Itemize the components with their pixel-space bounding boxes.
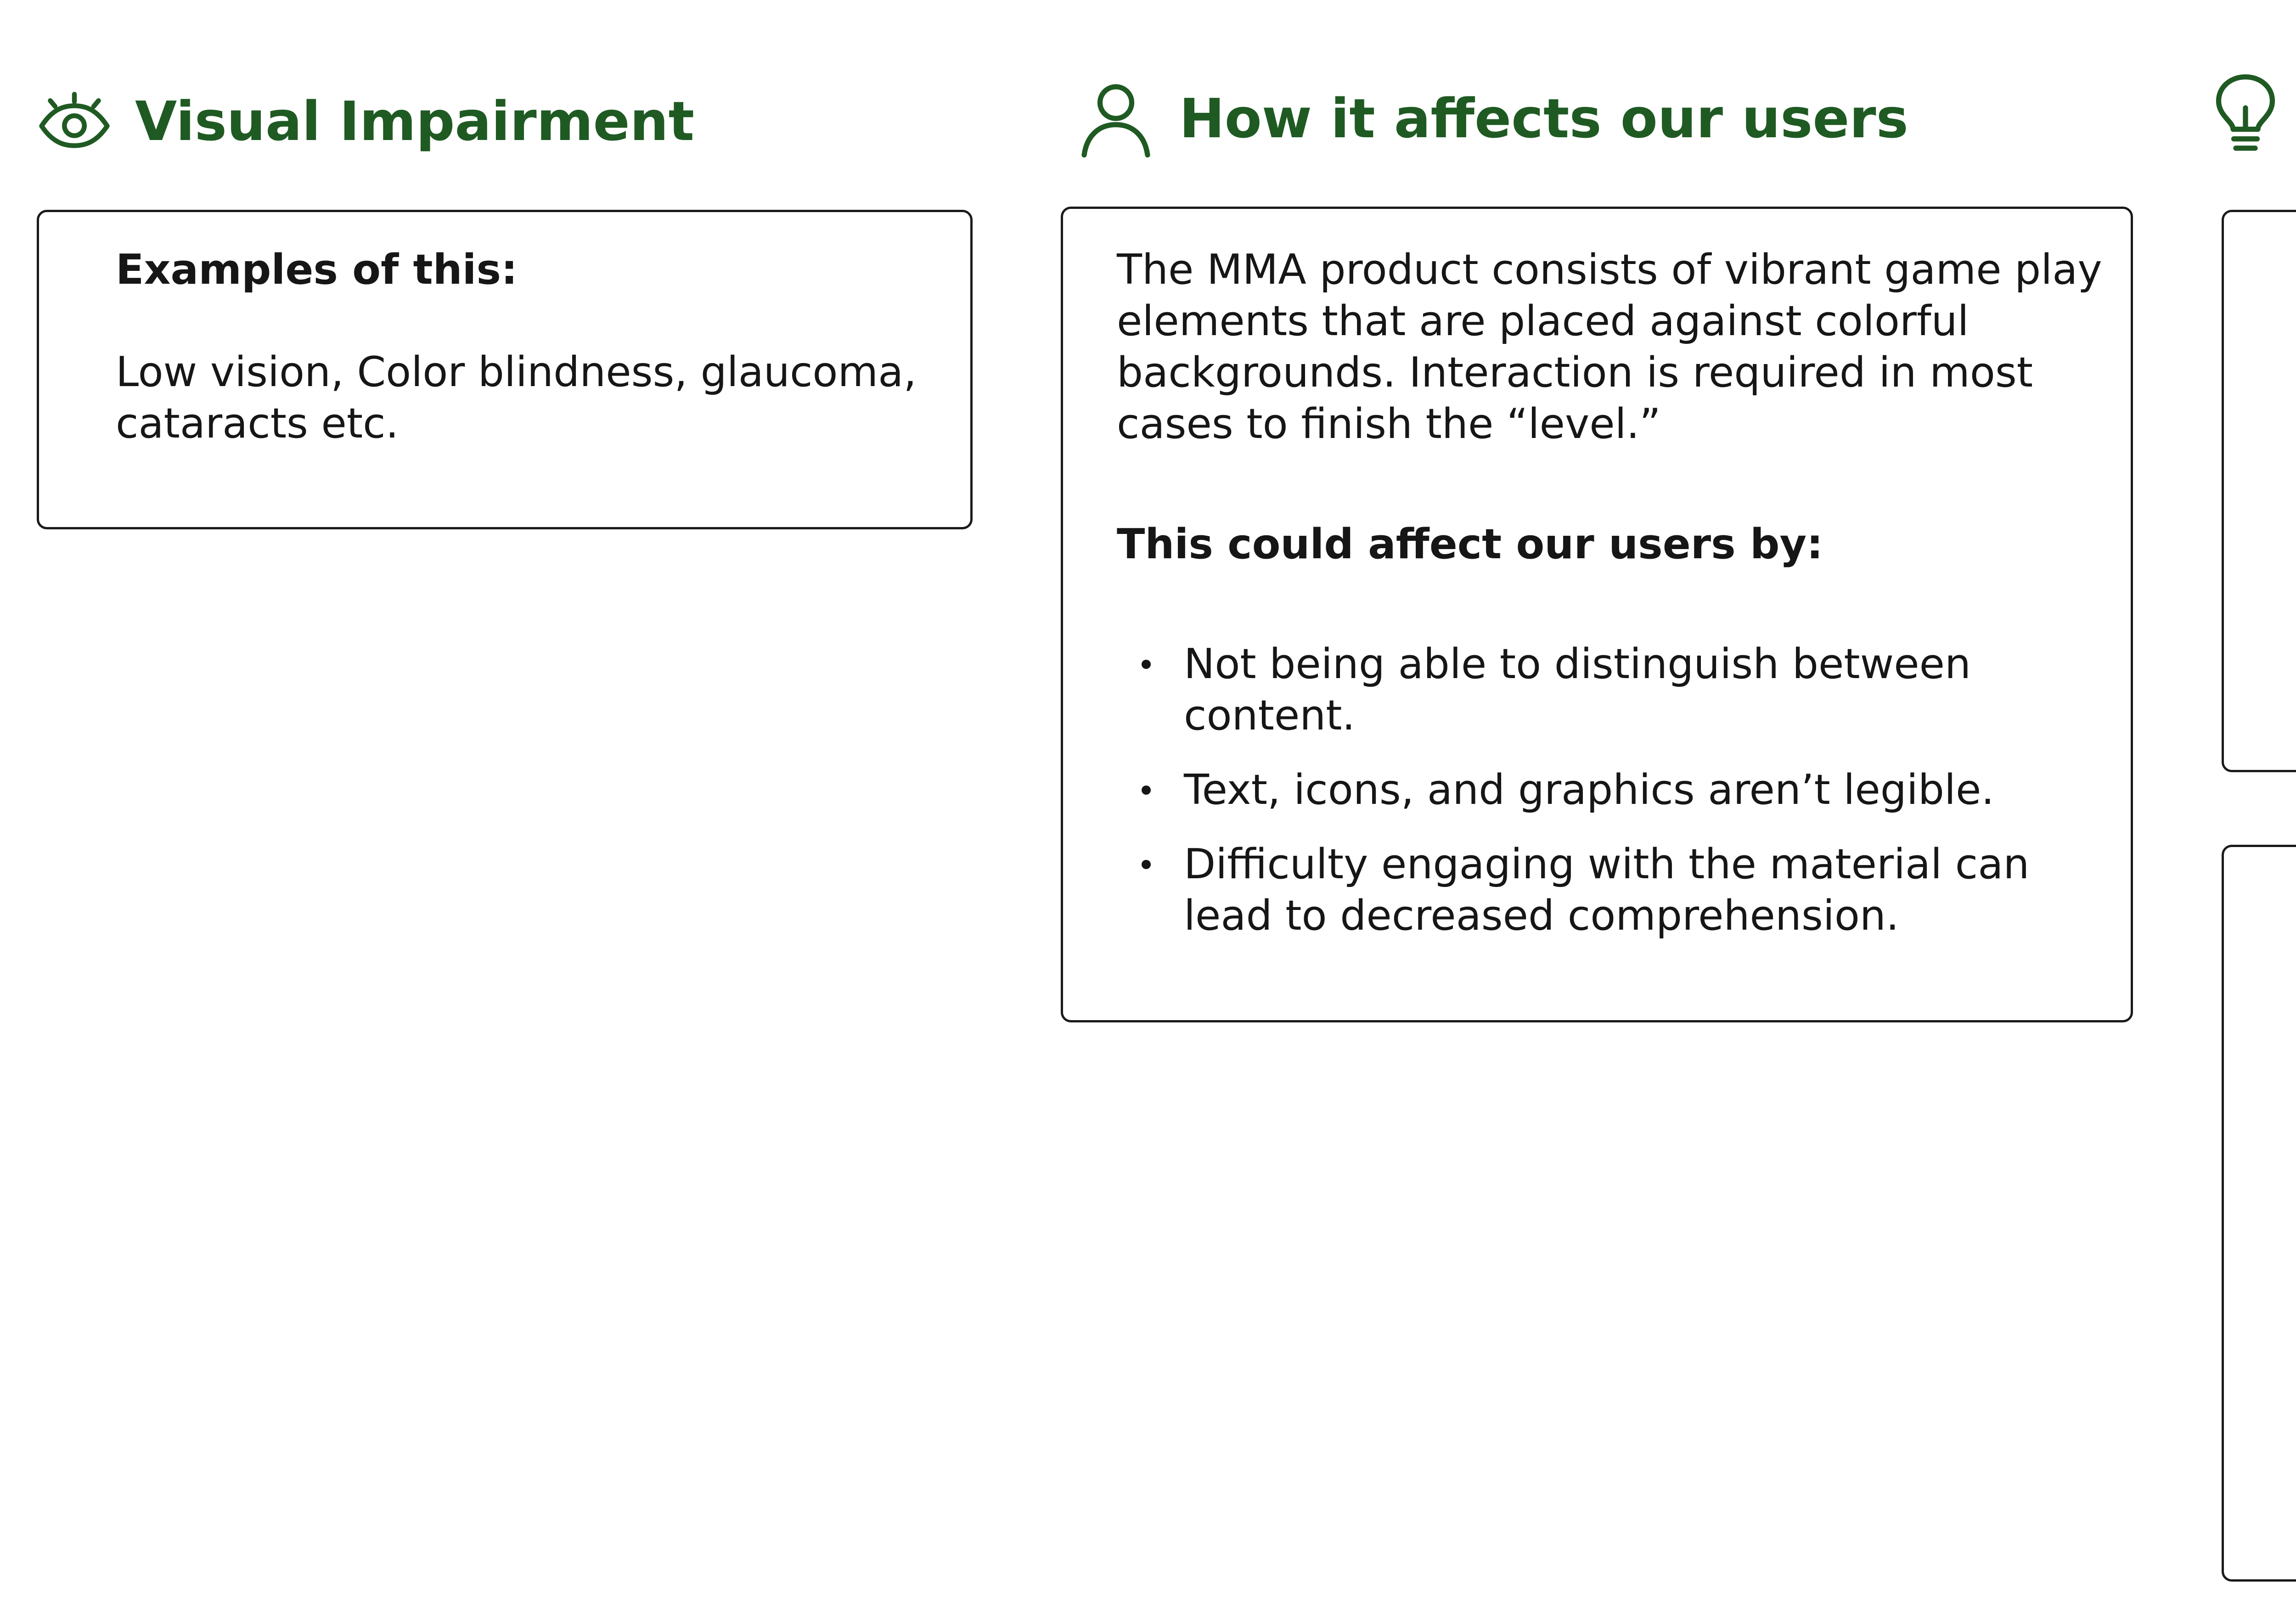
lightbulb-icon — [2211, 73, 2280, 156]
effects-subheading: This could affect our users by: — [1117, 520, 1823, 568]
effects-intro: The MMA product consists of vibrant game play elements that are placed against colorful backgrounds. Interaction is required in most cases to finish the “level.” — [1117, 246, 2102, 448]
visual-impairment-title: Visual Impairment — [135, 90, 695, 153]
effects-bullet-list — [1117, 639, 2035, 942]
user-icon — [1075, 77, 1157, 160]
effects-bullet-item: Text, icons, and graphics aren’t legible. — [1117, 764, 2035, 816]
examples-text: Low vision, Color blindness, glaucoma, cataracts etc. — [116, 348, 917, 448]
contrast-ratio-card — [2222, 210, 2296, 772]
effects-bullet-item: Not being able to distinguish between content. — [1117, 639, 2035, 741]
effects-bullet-item: Difficulty engaging with the material can lead to decreased comprehension. — [1117, 839, 2035, 942]
effects-title: How it affects our users — [1179, 87, 1908, 150]
effects-heading — [1075, 77, 1908, 160]
eye-icon — [36, 83, 113, 160]
solutions-heading — [2211, 73, 2296, 156]
screen-reader-card — [2222, 845, 2296, 1582]
examples-heading: Examples of this: — [116, 246, 518, 294]
visual-impairment-heading — [36, 83, 694, 160]
